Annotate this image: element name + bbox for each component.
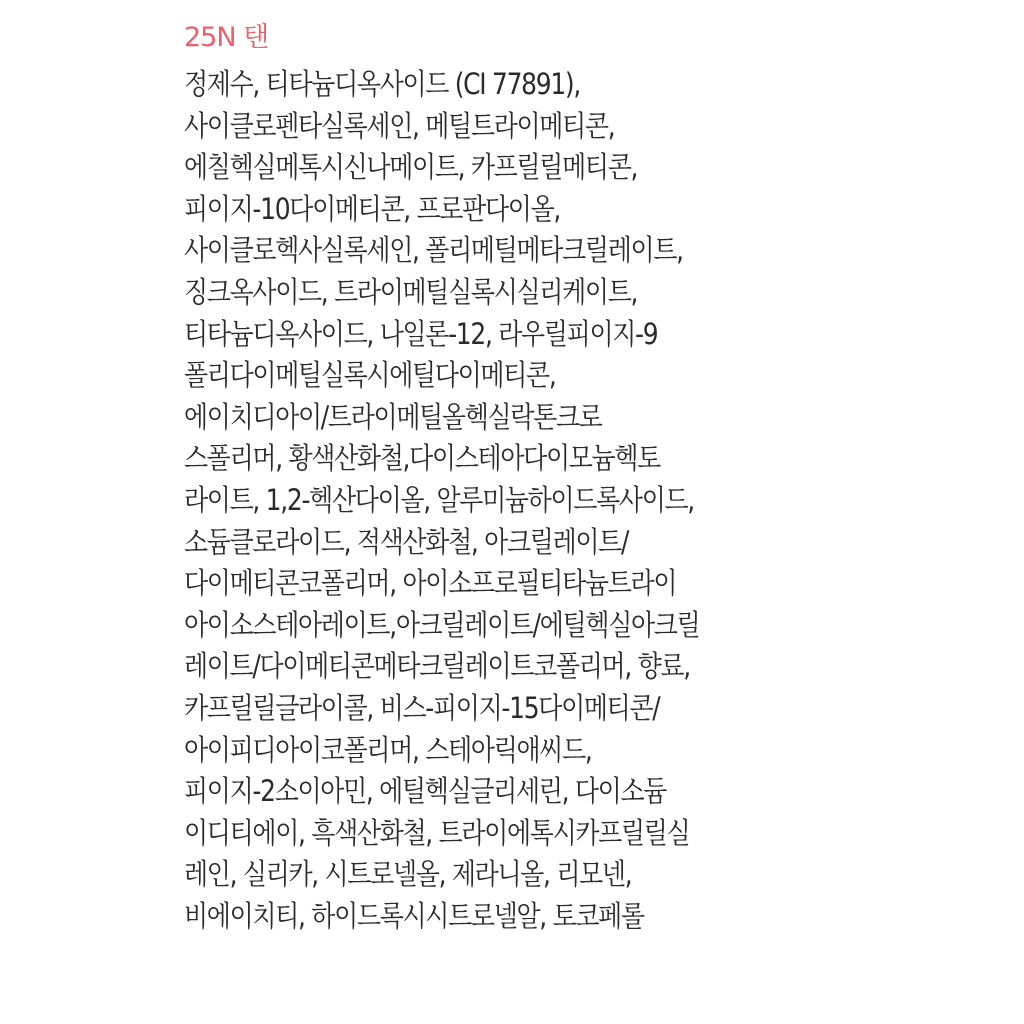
ingredient-line: 에이치디아이/트라이메틸올헥실락톤크로 bbox=[184, 399, 602, 434]
ingredient-line: 소듐클로라이드, 적색산화철, 아크릴레이트/ bbox=[184, 524, 629, 559]
ingredient-line: 아이피디아이코폴리머, 스테아릭애씨드, bbox=[184, 732, 592, 767]
ingredient-line: 레인, 실리카, 시트로넬올, 제라니올, 리모넨, bbox=[184, 857, 632, 892]
ingredient-line: 사이클로펜타실록세인, 메틸트라이메티콘, bbox=[184, 108, 615, 143]
ingredient-line: 에칠헥실메톡시신나메이트, 카프릴릴메티콘, bbox=[184, 150, 638, 185]
ingredient-line: 폴리다이메틸실록시에틸다이메티콘, bbox=[184, 358, 556, 393]
ingredient-line: 스폴리머, 황색산화철,다이스테아다이모늄헥토 bbox=[184, 441, 660, 476]
ingredient-line: 이디티에이, 흑색산화철, 트라이에톡시카프릴릴실 bbox=[184, 815, 690, 850]
ingredient-line: 정제수, 티타늄디옥사이드 (CI 77891), bbox=[184, 67, 580, 101]
ingredient-list bbox=[184, 64, 1024, 937]
shade-title: 25N 탠 bbox=[184, 22, 269, 53]
ingredient-line: 피이지-10다이메티콘, 프로판다이올, bbox=[184, 191, 561, 226]
ingredient-line: 카프릴릴글라이콜, 비스-피이지-15다이메티콘/ bbox=[184, 690, 660, 725]
ingredient-line: 아이소스테아레이트,아크릴레이트/에틸헥실아크릴 bbox=[184, 607, 700, 642]
ingredient-line: 라이트, 1,2-헥산다이올, 알루미늄하이드록사이드, bbox=[184, 482, 694, 517]
ingredient-line: 비에이치티, 하이드록시시트로넬알, 토코페롤 bbox=[184, 898, 644, 933]
ingredient-line: 티타늄디옥사이드, 나일론-12, 라우릴피이지-9 bbox=[184, 316, 658, 351]
ingredient-line: 피이지-2소이아민, 에틸헥실글리세린, 다이소듐 bbox=[184, 774, 667, 809]
ingredient-line: 레이트/다이메티콘메타크릴레이트코폴리머, 향료, bbox=[184, 649, 690, 684]
ingredient-line: 징크옥사이드, 트라이메틸실록시실리케이트, bbox=[184, 274, 638, 309]
ingredient-line: 다이메티콘코폴리머, 아이소프로필티타늄트라이 bbox=[184, 566, 677, 601]
ingredient-line: 사이클로헥사실록세인, 폴리메틸메타크릴레이트, bbox=[184, 233, 683, 268]
